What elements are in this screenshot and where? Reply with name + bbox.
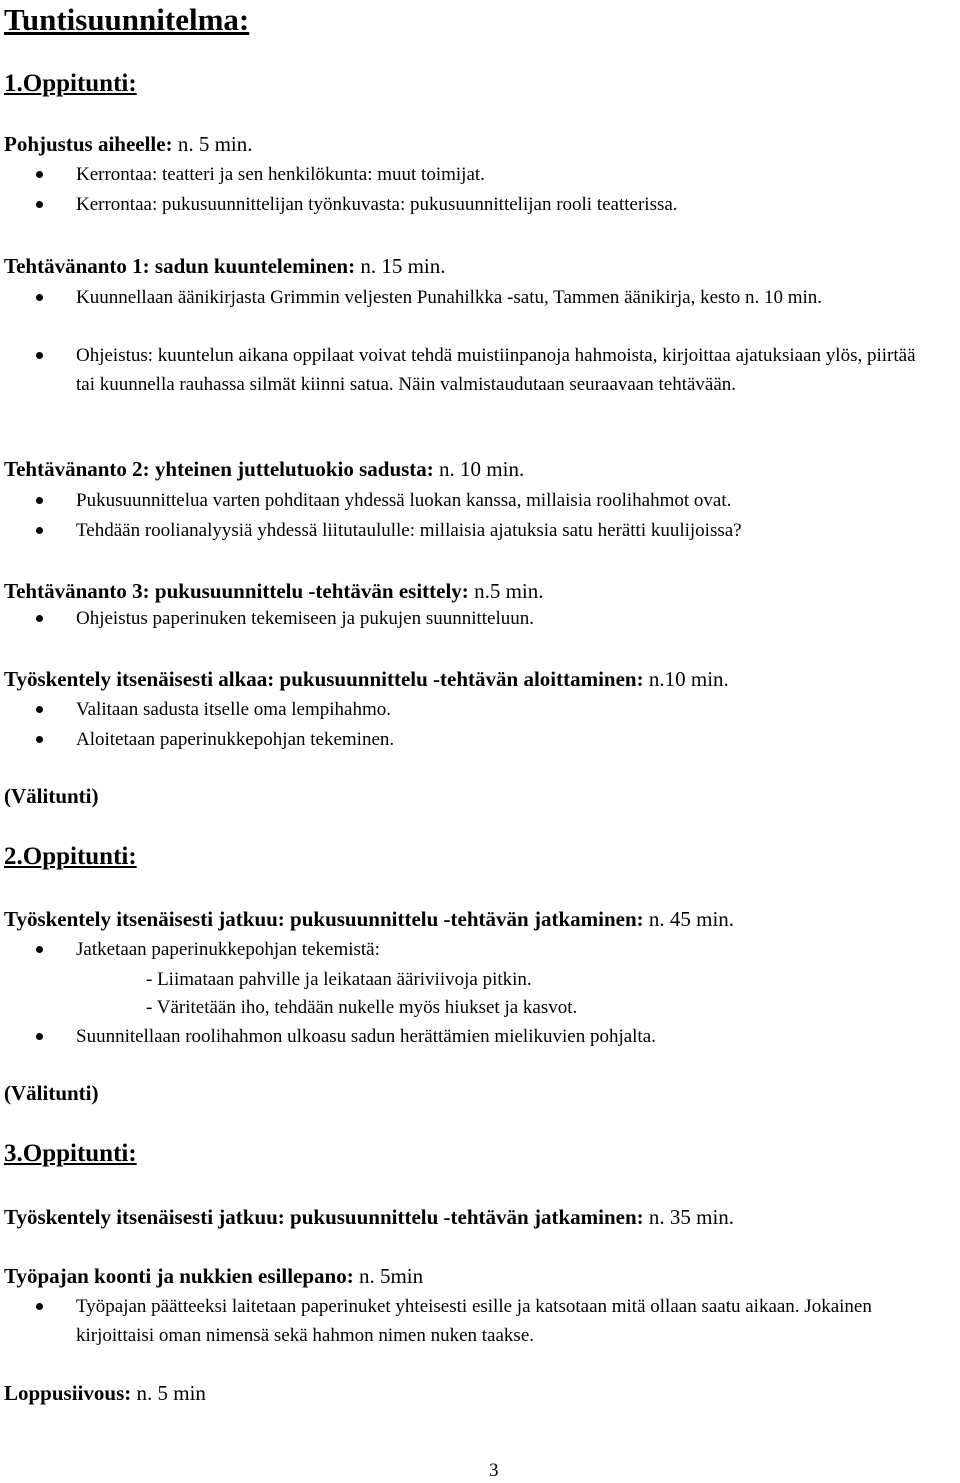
page-number: 3	[489, 1460, 499, 1481]
document-title: Tuntisuunnitelma:	[4, 2, 250, 37]
task1-time: n. 15 min.	[355, 254, 446, 278]
task3-heading-label: Tehtävänanto 3: pukusuunnittelu -tehtävän esittely:	[4, 579, 469, 603]
break-label: (Välitunti)	[4, 1081, 99, 1105]
list-item-text: Työpajan päätteeksi laitetaan paperinuket yhteisesti esille ja katsotaan mitä ollaan saatu aikaan. Jokainen kirjoittaisi oman nimensä sekä hahmon nimen nuken taakse.	[76, 1296, 872, 1346]
bullet-icon	[36, 615, 43, 622]
bullet-icon	[36, 946, 43, 953]
work2-time: n. 45 min.	[643, 907, 735, 931]
sub-item: - Liimataan pahville ja leikataan ääriviivoja pitkin.	[146, 969, 532, 990]
list-item-text: Kerrontaa: teatteri ja sen henkilökunta: muut toimijat.	[76, 164, 485, 185]
closing-heading	[4, 1380, 206, 1406]
list-item-text: Aloitetaan paperinukkepohjan tekeminen.	[76, 729, 395, 750]
work1-heading	[4, 666, 729, 692]
summary-heading	[4, 1263, 423, 1289]
list-item-text: Ohjeistus paperinuken tekemiseen ja pukujen suunnitteluun.	[76, 608, 535, 629]
work1-time: n.10 min.	[643, 667, 729, 691]
task1-heading	[4, 253, 446, 279]
list-item-text: Pukusuunnittelua varten pohditaan yhdessä luokan kanssa, millaisia roolihahmot ovat.	[76, 490, 732, 511]
list-item-text: Jatketaan paperinukkepohjan tekemistä:	[76, 939, 380, 960]
bullet-icon	[36, 497, 43, 504]
task3-time: n.5 min.	[468, 579, 544, 603]
summary-time: n. 5min	[353, 1264, 424, 1288]
bullet-icon	[36, 294, 43, 301]
bullet-icon	[36, 352, 43, 359]
bullet-icon	[36, 171, 43, 178]
list-item-text: Ohjeistus: kuuntelun aikana oppilaat voivat tehdä muistiinpanoja hahmoista, kirjoittaa ajatuksiaan ylös, piirtää tai kuunnella rauhassa silmät kiinni satua. Näin valmistaudutaan seuraavaan tehtävään.	[76, 345, 916, 395]
lesson-1-title: 1.Oppitunti:	[4, 70, 137, 97]
bullet-icon	[36, 1303, 43, 1310]
closing-time: n. 5 min	[131, 1381, 206, 1405]
bullet-icon	[36, 706, 43, 713]
list-item-text: Tehdään roolianalyysiä yhdessä liitutaululle: millaisia ajatuksia satu herätti kuulijoissa?	[76, 520, 742, 541]
lesson-2-title: 2.Oppitunti:	[4, 843, 137, 870]
sub-item: - Väritetään iho, tehdään nukelle myös hiukset ja kasvot.	[146, 997, 578, 1018]
list-item-text: Valitaan sadusta itselle oma lempihahmo.	[76, 699, 392, 720]
task2-heading	[4, 456, 524, 482]
list-item-text: Kerrontaa: pukusuunnittelijan työnkuvasta: pukusuunnittelijan rooli teatterissa.	[76, 194, 678, 215]
work3-time: n. 35 min.	[643, 1205, 735, 1229]
intro-heading-label: Pohjustus aiheelle:	[4, 132, 173, 156]
task1-heading-label: Tehtävänanto 1: sadun kuunteleminen:	[4, 254, 356, 278]
work1-heading-label: Työskentely itsenäisesti alkaa: pukusuunnittelu -tehtävän aloittaminen:	[4, 667, 644, 691]
work3-heading	[4, 1204, 734, 1230]
task2-time: n. 10 min.	[433, 457, 525, 481]
work3-heading-label: Työskentely itsenäisesti jatkuu: pukusuunnittelu -tehtävän jatkaminen:	[4, 1205, 644, 1229]
work2-heading	[4, 906, 734, 932]
task2-heading-label: Tehtävänanto 2: yhteinen juttelutuokio sadusta:	[4, 457, 434, 481]
list-item-text: Suunnitellaan roolihahmon ulkoasu sadun herättämien mielikuvien pohjalta.	[76, 1026, 656, 1047]
closing-heading-label: Loppusiivous:	[4, 1381, 132, 1405]
task3-heading	[4, 578, 543, 604]
bullet-icon	[36, 201, 43, 208]
bullet-icon	[36, 527, 43, 534]
list-item-text: Kuunnellaan äänikirjasta Grimmin veljesten Punahilkka -satu, Tammen äänikirja, kesto n. 10 min.	[76, 287, 823, 308]
intro-time: n. 5 min.	[172, 132, 253, 156]
work2-heading-label: Työskentely itsenäisesti jatkuu: pukusuunnittelu -tehtävän jatkaminen:	[4, 907, 644, 931]
break-label: (Välitunti)	[4, 784, 99, 808]
summary-heading-label: Työpajan koonti ja nukkien esillepano:	[4, 1264, 354, 1288]
bullet-icon	[36, 1033, 43, 1040]
bullet-icon	[36, 736, 43, 743]
intro-heading	[4, 131, 253, 157]
lesson-3-title: 3.Oppitunti:	[4, 1140, 137, 1167]
